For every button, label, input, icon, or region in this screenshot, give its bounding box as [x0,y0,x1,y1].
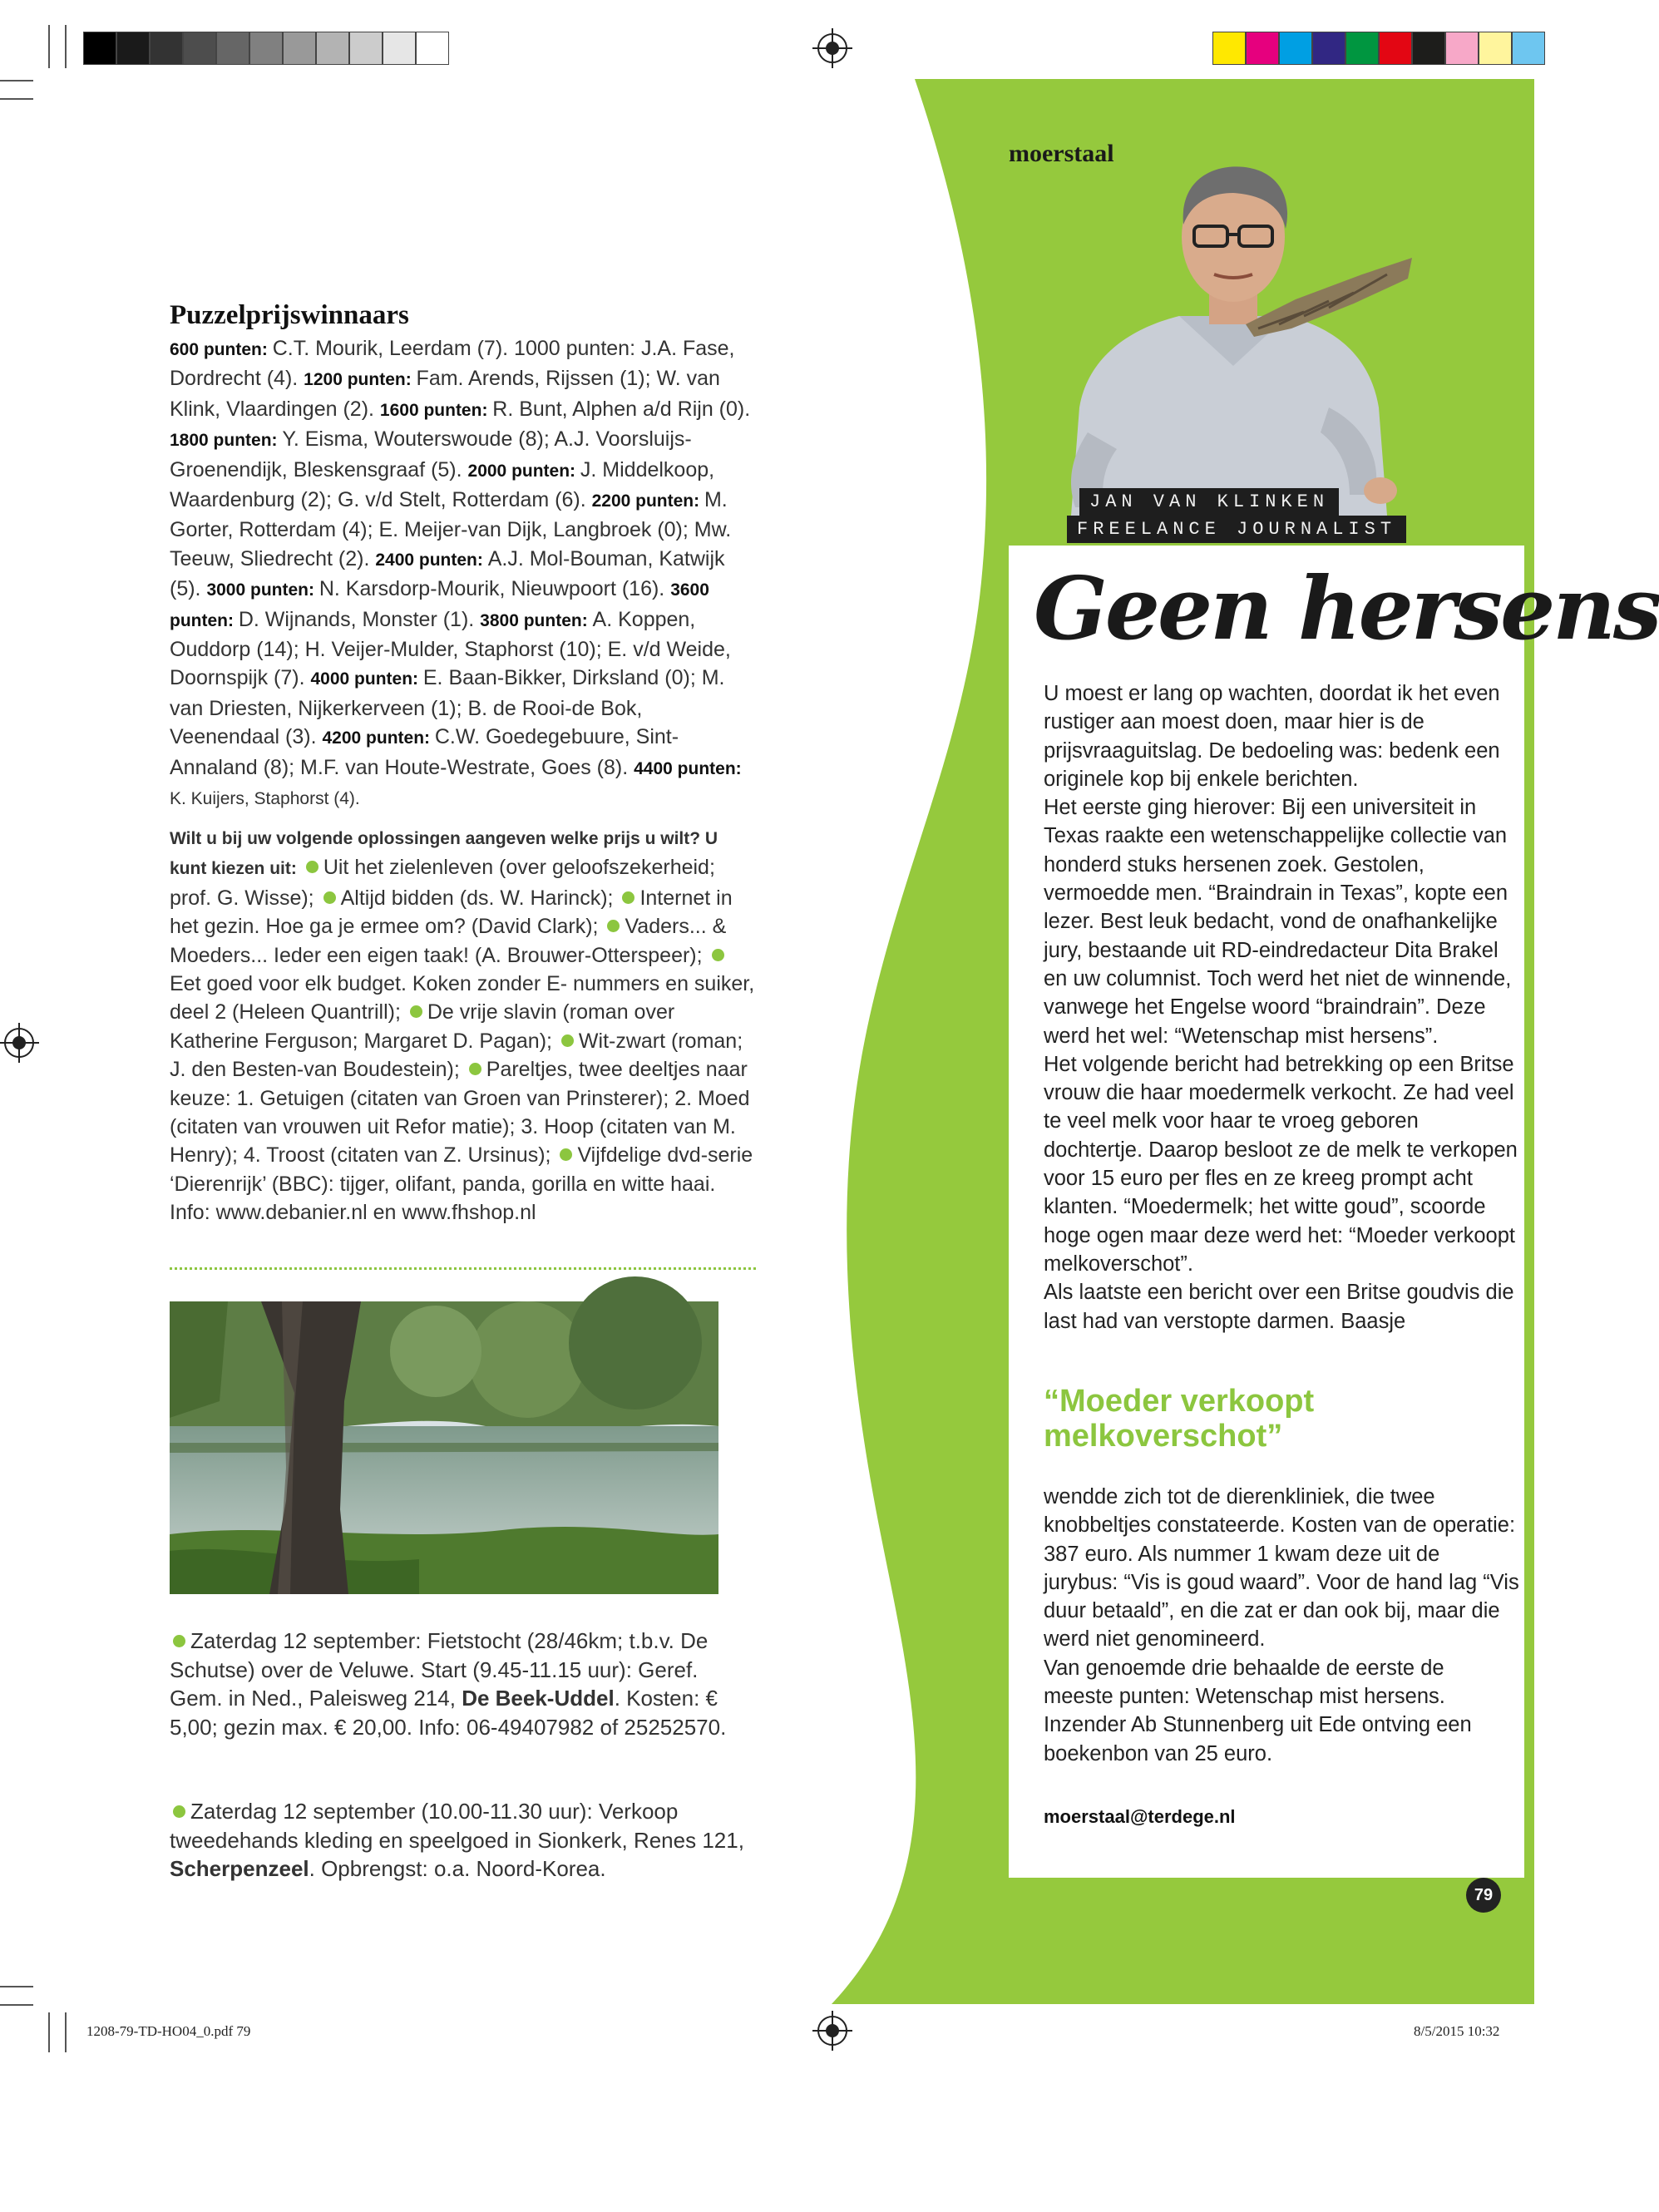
prize-item: De vrije slavin (roman over Katherine Ferguson; Margaret D. Pagan); [170,1000,675,1053]
prize-item: Wit-zwart (roman; J. den Besten-van Boudestein); [170,1029,743,1082]
pull-quote: “Moeder verkoopt melkoverschot” [1044,1384,1315,1454]
bullet-icon [607,920,620,932]
points-label: 4200 punten: [322,728,435,748]
column-body-part1 [1044,679,1519,1336]
puzzle-winners-section [170,299,756,814]
prize-item: Vijfdelige dvd-serie ‘Dierenrijk’ (BBC): tijger, olifant, panda, gorilla en witte haai. [170,1143,753,1196]
points-label: 600 punten: [170,340,273,359]
points-label: 2200 punten: [591,491,704,511]
prize-choices-section [170,823,756,1227]
prize-item: Internet in het gezin. Hoe ga je ermee om? (David Clark); [170,886,733,939]
points-label: 2000 punten: [467,461,580,481]
paragraph: Als laatste een bericht over een Britse goudvis die last had van verstopte darmen. Baasje [1044,1281,1514,1333]
column-body-part2 [1044,1483,1519,1768]
winners-text: D. Wijnands, Monster (1). [238,607,481,631]
bullet-icon [306,861,318,873]
winners-text: E. Baan-Bikker, Dirksland (0); M. van Driesten, Nijkerkerveen (1); B. de Rooi-de Bok, Veenendaal (3). [170,666,725,749]
column-title: Geen hersens [1034,557,1659,659]
bullet-icon [410,1005,422,1018]
event-text: Zaterdag 12 september: Fietstocht (28/46km; t.b.v. De Schutse) over de Veluwe. Start (9.45-11.15 uur): Geref. Gem. in Ned., Paleisweg 214, [170,1628,709,1711]
column-email[interactable]: moerstaal@terdege.nl [1044,1806,1236,1827]
prize-choices-text [170,823,756,1198]
points-label: 3000 punten: [206,580,319,600]
columnist-portrait [1054,158,1412,516]
prize-intro: Wilt u bij uw volgende oplossingen aangeven welke prijs u wilt? U kunt kiezen uit: [170,829,718,879]
prize-item: Vaders... & Moeders... Ieder een eigen taak! (A. Brouwer-Otterspeer); [170,915,727,967]
event-text: . Opbrengst: o.a. Noord-Korea. [309,1856,606,1881]
winners-text: N. Karsdorp-Mourik, Nieuwpoort (16). [318,577,671,601]
winners-text: Y. Eisma, Wouterswoude (8); A.J. Voorsluijs-Groenendijk, Bleskensgraaf (5). [170,427,692,481]
paragraph: Het volgende bericht had betrekking op een Britse vrouw die haar moedermelk verkocht. Ze had veel te veel melk voor haar te vroeg geboren dochtertje. Daarop besloot ze de melk te verkopen voor 15 euro per fles en ze kreeg prompt acht klanten. “Moedermelk; het witte goud”, scoorde hoge ogen maar deze werd het: “Moeder verkoopt melkoverschot”. [1044,1052,1518,1276]
paragraph: U moest er lang op wachten, doordat ik het even rustiger aan moest doen, maar hier is de prijsvraaguitslag. De bedoeling was: bedenk een originele kop bij enkele berichten. [1044,682,1500,791]
winners-text: C.W. Goedegebuure, Sint-Annaland (8); M.F. van Houte-Westrate, Goes (8). [170,725,679,779]
author-name-tag: JAN VAN KLINKEN [1079,488,1339,516]
section-label: moerstaal [1009,140,1114,167]
dotted-divider [170,1267,756,1270]
winners-text: K. Kuijers, Staphorst (4). [170,789,360,809]
paragraph: Van genoemde drie behaalde de eerste de meeste punten: Wetenschap mist hersens. Inzender Ab Stunnenberg uit Ede ontving een boekenbon van 25 euro. [1044,1656,1472,1765]
winners-text: J. Middelkoop, Waardenburg (2); G. v/d Stelt, Rotterdam (6). [170,457,715,512]
points-label: 2400 punten: [375,550,488,570]
lake-tree-photo [170,1301,718,1594]
bullet-icon [323,891,336,904]
points-label: 1600 punten: [379,400,493,420]
winners-text: A.J. Mol-Bouman, Katwijk (5). [170,546,725,601]
bullet-icon [622,891,634,904]
event-text: . Kosten: € 5,00; gezin max. € 20,00. Info: 06-49407982 of 25252570. [170,1686,727,1740]
event-text: Zaterdag 12 september (10.00-11.30 uur): Verkoop tweedehands kleding en speelgoed in Sionkerk, Renes 121, [170,1799,744,1853]
points-label: 3600 punten: [170,580,709,630]
event-item-2 [170,1797,756,1884]
slug-datetime: 8/5/2015 10:32 [1414,2023,1500,2039]
event-place: Scherpenzeel [170,1856,309,1881]
bullet-icon [173,1635,185,1647]
prize-item: Uit het zielenleven (over geloofszekerheid; prof. G. Wisse); [170,856,715,910]
puzzle-winners-heading: Puzzelprijswinnaars [170,300,409,330]
points-label: 4400 punten: [634,758,742,778]
points-label: 1200 punten: [304,370,417,390]
points-label: 1800 punten: [170,431,283,451]
bullet-icon [560,1148,572,1161]
slug-filename: 1208-79-TD-HO04_0.pdf 79 [86,2023,251,2039]
paragraph: Het eerste ging hierover: Bij een universiteit in Texas raakte een wetenschappelijke collectie van honderd stuks hersenen zoek. Gestolen, vermoedde men. “Braindrain in Texas”, kopte een lezer. Best leuk bedacht, vond de onafhankelijke jury, bestaande uit RD-eindredacteur Dita Brakel en uw columnist. Toch werd het niet de winnende, vanwege het Engelse woord “braindrain”. Deze werd het wel: “Wetenschap mist hersens”. [1044,796,1512,1048]
points-label: 3800 punten: [480,610,593,630]
author-role-tag: FREELANCE JOURNALIST [1067,516,1406,543]
puzzle-winners-list [170,334,756,814]
prize-item: Eet goed voor elk budget. Koken zonder E- nummers en suiker, deel 2 (Heleen Quantrill); [170,972,755,1025]
bullet-icon [173,1805,185,1818]
winners-text: R. Bunt, Alphen a/d Rijn (0). [492,397,751,421]
bullet-icon [712,949,724,961]
bullet-icon [469,1063,481,1075]
event-place: De Beek-Uddel [462,1686,615,1711]
points-label: 4000 punten: [310,669,423,689]
prize-item: Altijd bidden (ds. W. Harinck); [340,886,614,910]
prize-info-line: Info: www.debanier.nl en www.fhshop.nl [170,1201,536,1225]
winners-text: C.T. Mourik, Leerdam (7). 1000 punten: J.A. Fase, Dordrecht (4). [170,337,735,391]
winners-text: M. Gorter, Rotterdam (4); E. Meijer-van Dijk, Langbroek (0); Mw. Teeuw, Sliedrecht (2). [170,488,732,570]
winners-text: Fam. Arends, Rijssen (1); W. van Klink, Vlaardingen (2). [170,367,720,421]
prize-item: Pareltjes, twee deeltjes naar keuze: 1. Getuigen (citaten van Groen van Prinsterer); 2. Moed (citaten van vrouwen uit Refor matie); 3. Hoop (citaten van M. Henry); 4. Troost (citaten van Z. Ursinus); [170,1058,750,1168]
paragraph: wendde zich tot de dierenkliniek, die twee knobbeltjes constateerde. Kosten van de operatie: 387 euro. Als nummer 1 kwam deze uit de jurybus: “Vis is goud waard”. Voor de hand lag “Vis duur betaald”, en die zat er dan ook bij, maar die werd niet genomineerd. [1044,1485,1519,1652]
winners-text: A. Koppen, Ouddorp (14); H. Veijer-Mulder, Staphorst (10); E. v/d Weide, Doornspijk (7). [170,607,731,690]
page-number-badge: 79 [1466,1878,1501,1913]
event-item-1 [170,1627,756,1741]
bullet-icon [561,1034,574,1047]
